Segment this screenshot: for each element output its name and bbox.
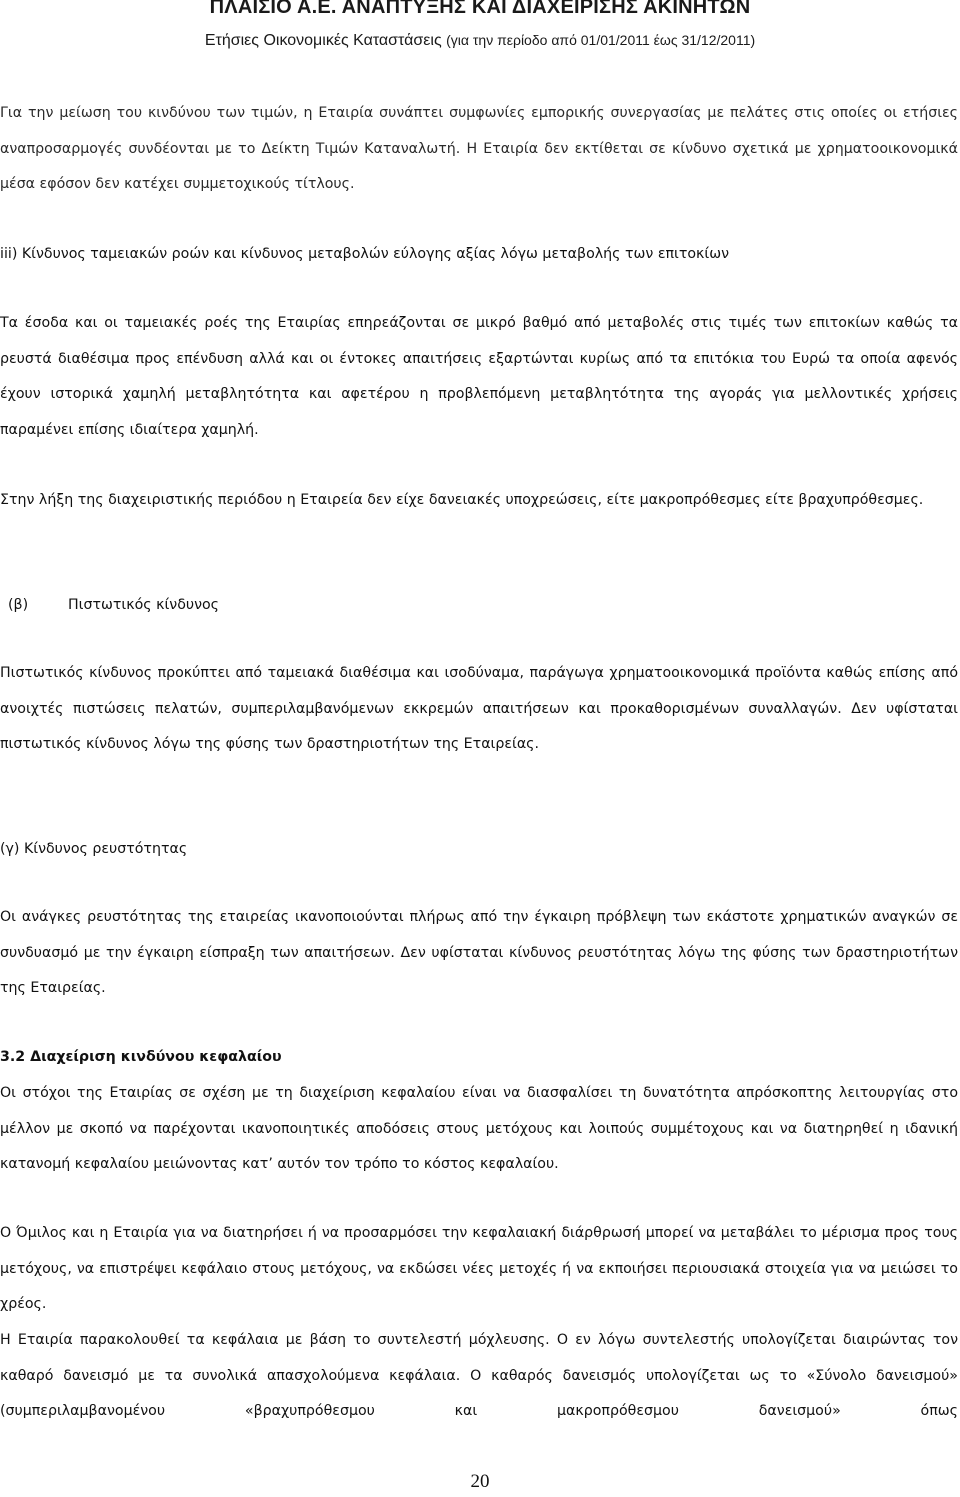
report-period: (για την περίοδο από 01/01/2011 έως 31/12/2011) xyxy=(446,32,756,48)
section-iii-heading: iii) Κίνδυνος ταμειακών ροών και κίνδυνος μεταβολών εύλογης αξίας λόγω μεταβολής των επιτοκίων xyxy=(0,246,730,262)
price-risk-paragraph: Για την μείωση του κινδύνου των τιμών, η Εταιρία συνάπτει συμφωνίες εμπορικής συνεργασίας με πελάτες στις οποίες οι ετήσιες αναπροσαρμογές συνδέονται με το Δείκτη Τιμών Καταναλωτή. Η Εταιρία δεν εκτίθεται σε κίνδυνο σχετικά με χρηματοοικονομικά μέσα εφόσον δεν κατέχει συμμετοχικούς τίτλους. xyxy=(0,105,958,192)
loan-obligations-paragraph: Στην λήξη της διαχειριστικής περιόδου η Εταιρεία δεν είχε δανειακές υποχρεώσεις, είτε μακροπρόθεσμες είτε βραχυπρόθεσμες. xyxy=(0,492,924,508)
capital-objectives-paragraph: Οι στόχοι της Εταιρίας σε σχέση με τη διαχείριση κεφαλαίου είναι να διασφαλίσει τη δυνατότητα απρόσκοπτης λειτουργίας στο μέλλον με σκοπό να παρέχονται ικανοποιητικές αποδόσεις στους μετόχους και λοιπούς συμμέτοχους και να διατηρηθεί η ιδανική κατανομή κεφαλαίου μειώνοντας κατ’ αυτόν τον τρόπο το κόστος κεφαλαίου. xyxy=(0,1085,958,1172)
section-b-heading xyxy=(0,588,958,624)
capital-structure-paragraph: Ο Όμιλος και η Εταιρία για να διατηρήσει ή να προσαρμόσει την κεφαλαιακή διάρθρωσή μπορεί να μεταβάλει το μέρισμα προς τους μετόχους, να επιστρέψει κεφάλαιο στους μετόχους, να εκδώσει νέες μετοχές ή να εκποιήσει περιουσιακά στοιχεία για να μειώσει το χρέος. xyxy=(0,1225,958,1312)
section-b-title: Πιστωτικός κίνδυνος xyxy=(68,597,220,613)
report-subtitle xyxy=(0,32,960,50)
company-title: ΠΛΑΙΣΙΟ Α.Ε. ΑΝΑΠΤΥΞΗΣ ΚΑΙ ΔΙΑΧΕΙΡΙΣΗΣ ΑΚΙΝΗΤΩΝ xyxy=(209,0,751,18)
liquidity-risk-paragraph: Οι ανάγκες ρευστότητας της εταιρείας ικανοποιούνται πλήρως από την έγκαιρη πρόβλεψη των εκάστοτε χρηματικών αναγκών σε συνδυασμό με την έγκαιρη είσπραξη των απαιτήσεων. Δεν υφίσταται κίνδυνος ρευστότητας λόγω της φύσης των δραστηριοτήτων της Εταιρείας. xyxy=(0,909,958,996)
page-number: 20 xyxy=(470,1471,490,1492)
section-3-2-title: Διαχείριση κινδύνου κεφαλαίου xyxy=(30,1049,282,1065)
report-subtitle-text: Ετήσιες Οικονομικές Καταστάσεις xyxy=(204,32,442,49)
section-3-2-number: 3.2 xyxy=(0,1049,26,1065)
section-b-label: (β) xyxy=(8,597,29,613)
credit-risk-paragraph: Πιστωτικός κίνδυνος προκύπτει από ταμειακά διαθέσιμα και ισοδύναμα, παράγωγα χρηματοοικονομικά προϊόντα καθώς επίσης από ανοιχτές πιστώσεις πελατών, συμπεριλαμβανόμενων εκκρεμών απαιτήσεων και προκαθορισμένων συναλλαγών. Δεν υφίσταται πιστωτικός κίνδυνος λόγω της φύσης των δραστηριοτήτων της Εταιρείας. xyxy=(0,665,958,752)
leverage-ratio-paragraph: Η Εταιρία παρακολουθεί τα κεφάλαια με βάση το συντελεστή μόχλευσης. Ο εν λόγω συντελεστής υπολογίζεται διαιρώντας τον καθαρό δανεισμό με τα συνολικά απασχολούμενα κεφάλαια. Ο καθαρός δανεισμός υπολογίζεται ως το «Σύνολο δανεισμού» (συμπεριλαμβανομένου «βραχυπρόθεσμου και μακροπρόθεσμου δανεισμού» όπως xyxy=(0,1332,958,1419)
section-3-2-heading xyxy=(0,1040,958,1076)
interest-rate-paragraph: Τα έσοδα και οι ταμειακές ροές της Εταιρίας επηρεάζονται σε μικρό βαθμό από μεταβολές στις τιμές των επιτοκίων καθώς τα ρευστά διαθέσιμα προς επένδυση αλλά και οι έντοκες απαιτήσεις εξαρτώνται κυρίως από τα επιτόκια του Ευρώ τα οποία αφενός έχουν ιστορικά χαμηλή μεταβλητότητα και αφετέρου η προβλεπόμενη μεταβλητότητα της αγοράς για μελλοντικές χρήσεις παραμένει επίσης ιδιαίτερα χαμηλή. xyxy=(0,315,958,438)
section-c-heading: (γ) Κίνδυνος ρευστότητας xyxy=(0,841,188,857)
